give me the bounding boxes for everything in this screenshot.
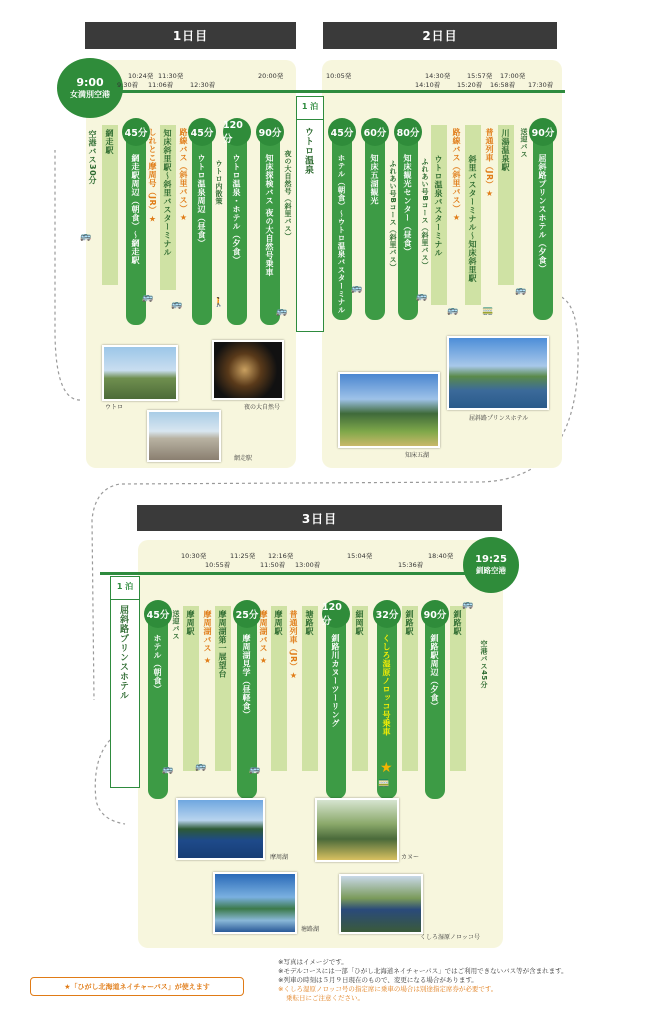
step-bar <box>102 125 118 285</box>
time: 20:00発 <box>258 72 284 80</box>
step-label: 塘路駅 <box>305 610 314 636</box>
time: 17:00発 <box>500 72 526 80</box>
duration-badge: 80分 <box>394 118 422 146</box>
step-label: 普通列車（JR）★ <box>289 610 298 681</box>
star-icon: ★ <box>380 760 393 776</box>
duration-badge: 60分 <box>361 118 389 146</box>
stay-place: ウトロ温泉 <box>303 127 313 175</box>
step-bar <box>352 606 368 771</box>
airport-memanbetsu <box>57 58 123 118</box>
walk-icon: 🚶 <box>213 298 225 308</box>
step-label: 普通列車（JR）★ <box>485 128 494 199</box>
airport-time: 9:00 <box>76 76 104 89</box>
time: 17:30着 <box>528 81 554 89</box>
photo-caption: カヌー <box>401 854 420 861</box>
stay-box-day1 <box>296 96 324 332</box>
time: 12:16発 <box>268 552 294 560</box>
duration-badge: 120分 <box>223 118 251 146</box>
notes <box>278 958 568 1003</box>
step-label: 知床探検バス 夜の大自然号乗車 <box>265 154 274 277</box>
bus-icon: 🚌 <box>276 307 288 317</box>
airport-name: 女満別空港 <box>70 90 110 99</box>
step-label: ウトロ温泉・ホテル（夕食） <box>232 154 241 265</box>
nature-pass-legend: ★「ひがし北海道ネイチャーパス」が使えます <box>30 977 244 996</box>
step-bar <box>160 125 176 290</box>
airport-time: 19:25 <box>475 554 507 565</box>
step-label: ホテル（朝食） <box>153 634 162 694</box>
step-label: 知床五湖観光 <box>370 154 379 205</box>
step-label: 釧路駅周辺（夕食） <box>430 634 439 711</box>
step-label: ウトロ温泉周辺（昼食） <box>197 154 206 248</box>
day2-header: 2日目 <box>323 22 557 49</box>
bus-icon: 🚌 <box>195 762 207 772</box>
step-label: 摩周湖見学（昼軽食） <box>242 634 251 719</box>
bus-icon: 🚌 <box>249 765 261 775</box>
time: 11:06着 <box>148 81 174 89</box>
step-label: ふれあい号Bコース（斜里バス） <box>389 160 397 271</box>
step-bar <box>402 606 418 771</box>
step-bar <box>227 120 247 325</box>
bus-icon: 🚌 <box>416 292 428 302</box>
photo-caption: 屈斜路プリンスホテル <box>469 415 529 422</box>
step-bar <box>302 606 318 771</box>
step-label: 路線バス（斜里バス）★ <box>452 128 461 223</box>
bus-icon: 🚌 <box>162 765 174 775</box>
step-label: 摩周湖バス ★ <box>203 610 212 666</box>
step-bar <box>431 125 447 305</box>
duration-badge: 45分 <box>122 118 150 146</box>
time: 15:20着 <box>457 81 483 89</box>
step-label: 空港バス45分 <box>480 640 488 689</box>
note-line: ※写真はイメージです。 <box>278 958 348 966</box>
step-bar <box>215 606 231 771</box>
step-bar <box>365 120 385 320</box>
photo-caption: 網走駅 <box>234 455 253 462</box>
note-line: ※くしろ湿原ノロッコ号の指定席に乗車の場合は別途指定席券が必要です。 <box>278 985 498 993</box>
day1-header: 1日目 <box>85 22 296 49</box>
day3-header: 3日目 <box>137 505 502 531</box>
step-label: 知床斜里駅～斜里バスターミナル <box>163 129 172 257</box>
photo-kussharo-prince-hotel <box>447 336 549 410</box>
step-label: 釧路駅 <box>453 610 462 636</box>
step-label: 摩周湖第一展望台 <box>218 610 227 678</box>
time: 15:04発 <box>347 552 373 560</box>
stay-place: 屈斜路プリンスホテル <box>118 605 128 700</box>
bus-icon: 🚌 <box>171 300 183 310</box>
step-bar <box>450 606 466 771</box>
photo-kushiro-norokko <box>339 874 423 934</box>
time: 10:55着 <box>205 561 231 569</box>
photo-caption: 摩周湖 <box>270 854 289 861</box>
photo-abashiri-station <box>147 410 221 462</box>
step-label: 斜里バスターミナル～知床斜里駅 <box>468 155 477 283</box>
step-bar <box>271 606 287 771</box>
step-label: 屈斜路プリンスホテル（夕食） <box>538 154 547 273</box>
step-bar <box>425 604 445 799</box>
note-line: ※列車の時刻は５月９日現在のもので、変更になる場合があります。 <box>278 976 478 984</box>
step-label: 網走駅 <box>105 129 114 155</box>
time: 15:57発 <box>467 72 493 80</box>
step-label: 釧路川カヌーツーリング <box>331 634 340 728</box>
time: 13:00着 <box>295 561 321 569</box>
step-bar <box>465 125 481 305</box>
photo-caption: ウトロ <box>105 404 124 411</box>
bus-icon: 🚌 <box>80 232 92 242</box>
step-bar <box>192 120 212 325</box>
step-label: 知床観光センター（昼食） <box>403 154 412 256</box>
duration-badge: 90分 <box>529 118 557 146</box>
step-label: ウトロ温泉バスターミナル <box>434 155 443 257</box>
bus-icon: 🚌 <box>515 286 527 296</box>
step-label: 送迎バス <box>520 128 528 158</box>
time: 14:30発 <box>425 72 451 80</box>
time: 11:30発 <box>158 72 184 80</box>
duration-badge: 45分 <box>188 118 216 146</box>
photo-caption: 塘路湖 <box>301 926 320 933</box>
stay-label: 1 泊 <box>301 102 319 111</box>
step-label: 摩周駅 <box>274 610 283 636</box>
step-label: 摩周駅 <box>186 610 195 636</box>
timeline-day1-2 <box>90 90 565 93</box>
step-label: 路線バス（斜里バス）★ <box>179 128 188 223</box>
step-label: ウトロ内散策 <box>215 160 223 205</box>
note-line: ※モデルコースには一部「ひがし北海道ネイチャーパス」ではご利用できないバス等が含まれます。 <box>278 967 568 975</box>
time: 15:36着 <box>398 561 424 569</box>
step-label: しれとこ摩周号（JR）★ <box>148 128 157 225</box>
time: 16:58着 <box>490 81 516 89</box>
time: 18:40発 <box>428 552 454 560</box>
airport-kushiro <box>463 537 519 593</box>
bus-icon: 🚌 <box>447 306 459 316</box>
step-label: 夜の大自然号（斜里バス） <box>284 150 292 240</box>
step-label: 川湯温泉駅 <box>501 129 510 172</box>
note-line: 乗転日にご注意ください。 <box>286 994 364 1002</box>
airport-name: 釧路空港 <box>476 566 506 575</box>
bus-icon: 🚌 <box>142 293 154 303</box>
step-label: ふれあい号Bコース（斜里バス） <box>421 158 429 269</box>
duration-badge: 45分 <box>328 118 356 146</box>
duration-badge: 32分 <box>373 600 401 628</box>
bus-icon: 🚌 <box>462 600 474 610</box>
step-bar <box>183 606 199 771</box>
train-icon: 🚃 <box>482 306 494 316</box>
bus-icon: 🚌 <box>351 284 363 294</box>
photo-caption: くしろ湿原ノロッコ号 <box>420 934 480 941</box>
step-bar <box>326 604 346 799</box>
timeline-day3 <box>100 572 495 575</box>
photo-shiretoko-five-lakes <box>338 372 440 448</box>
duration-badge: 45分 <box>144 600 172 628</box>
duration-badge: 25分 <box>233 600 261 628</box>
step-label: 網走駅周辺（朝食）～網走駅 <box>131 154 140 265</box>
photo-caption: 知床五湖 <box>405 452 430 459</box>
time: 10:30発 <box>181 552 207 560</box>
duration-badge: 90分 <box>421 600 449 628</box>
time: 10:05発 <box>326 72 352 80</box>
train-icon: 🚃 <box>378 778 390 788</box>
step-label: 釧路駅 <box>405 610 414 636</box>
time: 14:10着 <box>415 81 441 89</box>
step-bar <box>533 120 553 320</box>
time: 9:30着 <box>117 81 139 89</box>
photo-canoe <box>315 798 399 862</box>
step-label: 空港バス30分 <box>88 130 97 185</box>
step-bar <box>398 120 418 320</box>
step-label: くしろ湿原ノロッコ号乗車 <box>382 634 391 736</box>
step-bar <box>260 120 280 325</box>
step-bar <box>332 120 352 320</box>
step-bar <box>498 125 514 285</box>
time: 10:24発 <box>128 72 154 80</box>
time: 11:50着 <box>260 561 286 569</box>
stay-box-day3 <box>110 576 140 788</box>
time: 12:30着 <box>190 81 216 89</box>
stay-label: 1 泊 <box>116 582 134 591</box>
duration-badge: 90分 <box>256 118 284 146</box>
duration-badge: 120分 <box>322 600 350 628</box>
photo-night-nature <box>212 340 284 400</box>
photo-caption: 夜の大自然号 <box>244 404 281 411</box>
step-label: 摩周湖バス ★ <box>259 610 268 666</box>
photo-lake-toro <box>213 872 297 934</box>
step-label: ホテル（朝食）～ウトロ温泉バスターミナル <box>337 154 346 314</box>
photo-lake-mashu <box>176 798 265 860</box>
step-label: 送迎バス <box>172 610 180 640</box>
photo-utoro <box>102 345 178 401</box>
time: 11:25発 <box>230 552 256 560</box>
step-label: 細岡駅 <box>355 610 364 636</box>
